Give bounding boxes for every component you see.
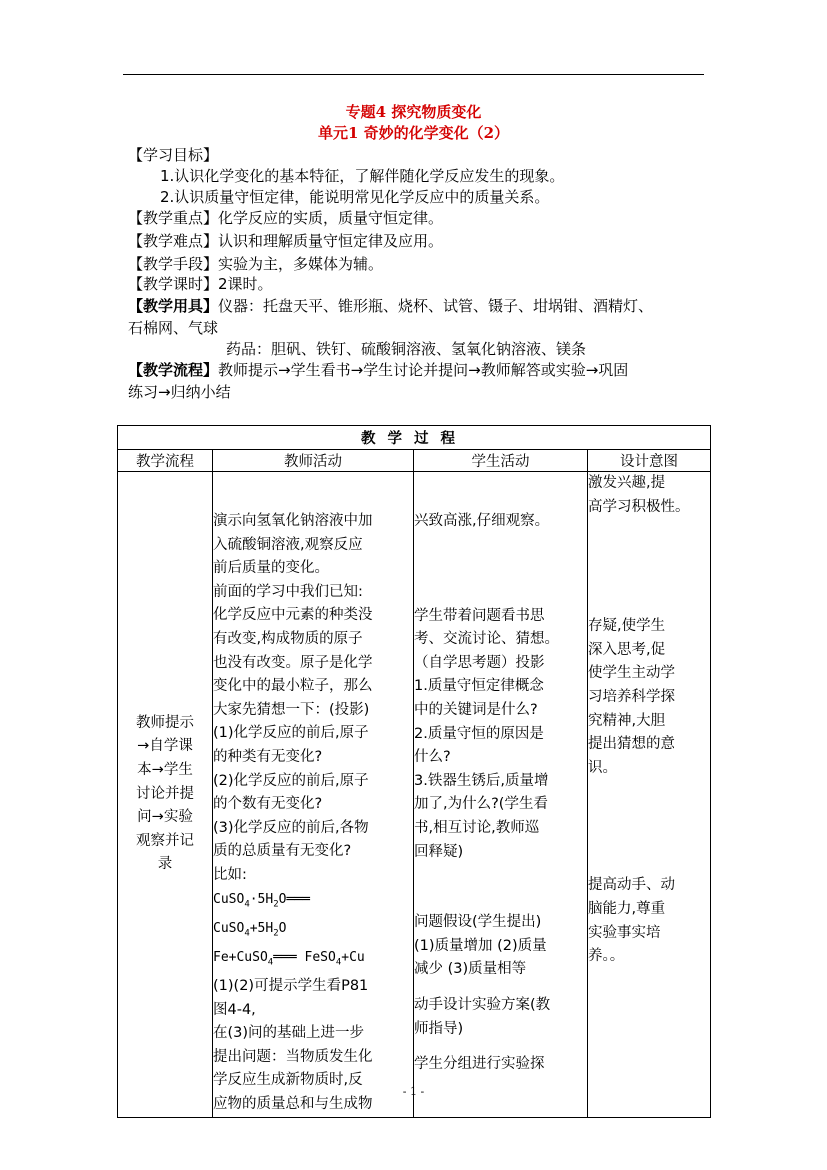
objectives-label: 【学习目标】 (128, 146, 219, 164)
equation-3: Fe+CuSO$_4$═══ FeSO$_4$+Cu (213, 949, 365, 968)
info-difficulties: 【教学难点】认识和理解质量守恒定律及应用。 (128, 232, 444, 250)
flow-cell: 教师提示 →自学课 本→学生 讨论并提 问→实验 观察并记 录 (118, 472, 213, 1118)
info-key-points: 【教学重点】化学反应的实质，质量守恒定律。 (128, 209, 444, 227)
header-intent: 设计意图 (588, 450, 711, 472)
header-rule (123, 74, 704, 75)
flow-line: 【教学流程】教师提示→学生看书→学生讨论并提问→教师解答或实验→巩固 (128, 361, 629, 379)
info-methods: 【教学手段】实验为主，多媒体为辅。 (128, 255, 384, 273)
unit-title: 单元1 奇妙的化学变化（2） (317, 124, 510, 142)
objective-item: 1.认识化学变化的基本特征，了解伴随化学反应发生的现象。 (160, 167, 565, 185)
info-periods: 【教学课时】2课时。 (128, 275, 273, 293)
objective-item: 2.认识质量守恒定律，能说明常见化学反应中的质量关系。 (160, 188, 550, 206)
process-table (117, 425, 711, 1118)
drugs-line: 药品：胆矾、铁钉、硫酸铜溶液、氢氧化钠溶液、镁条 (226, 340, 587, 358)
header-teacher: 教师活动 (213, 450, 414, 472)
equation-1: $CuSO_4\cdot 5H_2O═══$ (213, 891, 310, 910)
topic-title: 专题4 探究物质变化 (345, 103, 482, 121)
student-cell: 兴致高涨,仔细观察。 学生带着问题看书思 考、交流讨论、猜想。 （自学思考题）投影 1.质量守恒定律概念 中的关键词是什么? 2.质量守恒的原因是 什么? 3.铁器生锈后,质量增 加了,为什么?(学生看 书,相互讨论,教师巡 回释疑) 问题假设(学生提出) (1)质量增加 (2)质量 减少 (3)质量相等 动手设计实验方案(教 师指导) 学生分组进行实验探 (414, 472, 588, 1118)
flow-line-2: 练习→归纳小结 (128, 383, 231, 401)
teacher-cell: 演示向氢氧化钠溶液中加 入硫酸铜溶液,观察反应 前后质量的变化。 前面的学习中我们已知: 化学反应中元素的种类没 有改变,构成物质的原子 也没有改变。原子是化学 变化中的最小粒子，那么 大家先猜想一下：(投影) (1)化学反应的前后,原子 的种类有无变化? (2)化学反应的前后,原子 的个数有无变化? (3)化学反应的前后,各物 质的总质量有无变化? 比如: $CuSO_4\cdot 5H_2O═══$ $CuSO_4+5H_2O$ Fe+CuSO$_4$═══ FeSO$_4$+Cu (1)(2)可提示学生看P81 图4-4, 在(3)问的基础上进一步 提出问题：当物质发生化 学反应生成新物质时,反 应物的质量总和与生成物 (213, 472, 414, 1118)
header-flow: 教学流程 (118, 450, 213, 472)
page-number: - 1 - (402, 1085, 425, 1098)
equation-2: $CuSO_4+5H_2O$ (213, 920, 287, 939)
table-title: 教学过程 (118, 426, 711, 450)
tools-line: 【教学用具】仪器：托盘天平、锥形瓶、烧杯、试管、镊子、坩埚钳、酒精灯、 (128, 297, 654, 315)
tools-line-2: 石棉网、气球 (128, 319, 219, 337)
header-student: 学生活动 (414, 450, 588, 472)
intent-cell: 激发兴趣,提 高学习积极性。 存疑,使学生 深入思考,促 使学生主动学 习培养科学探 究精神,大胆 提出猜想的意 识。 提高动手、动 脑能力,尊重 实验事实培 养。。 (588, 472, 711, 1118)
